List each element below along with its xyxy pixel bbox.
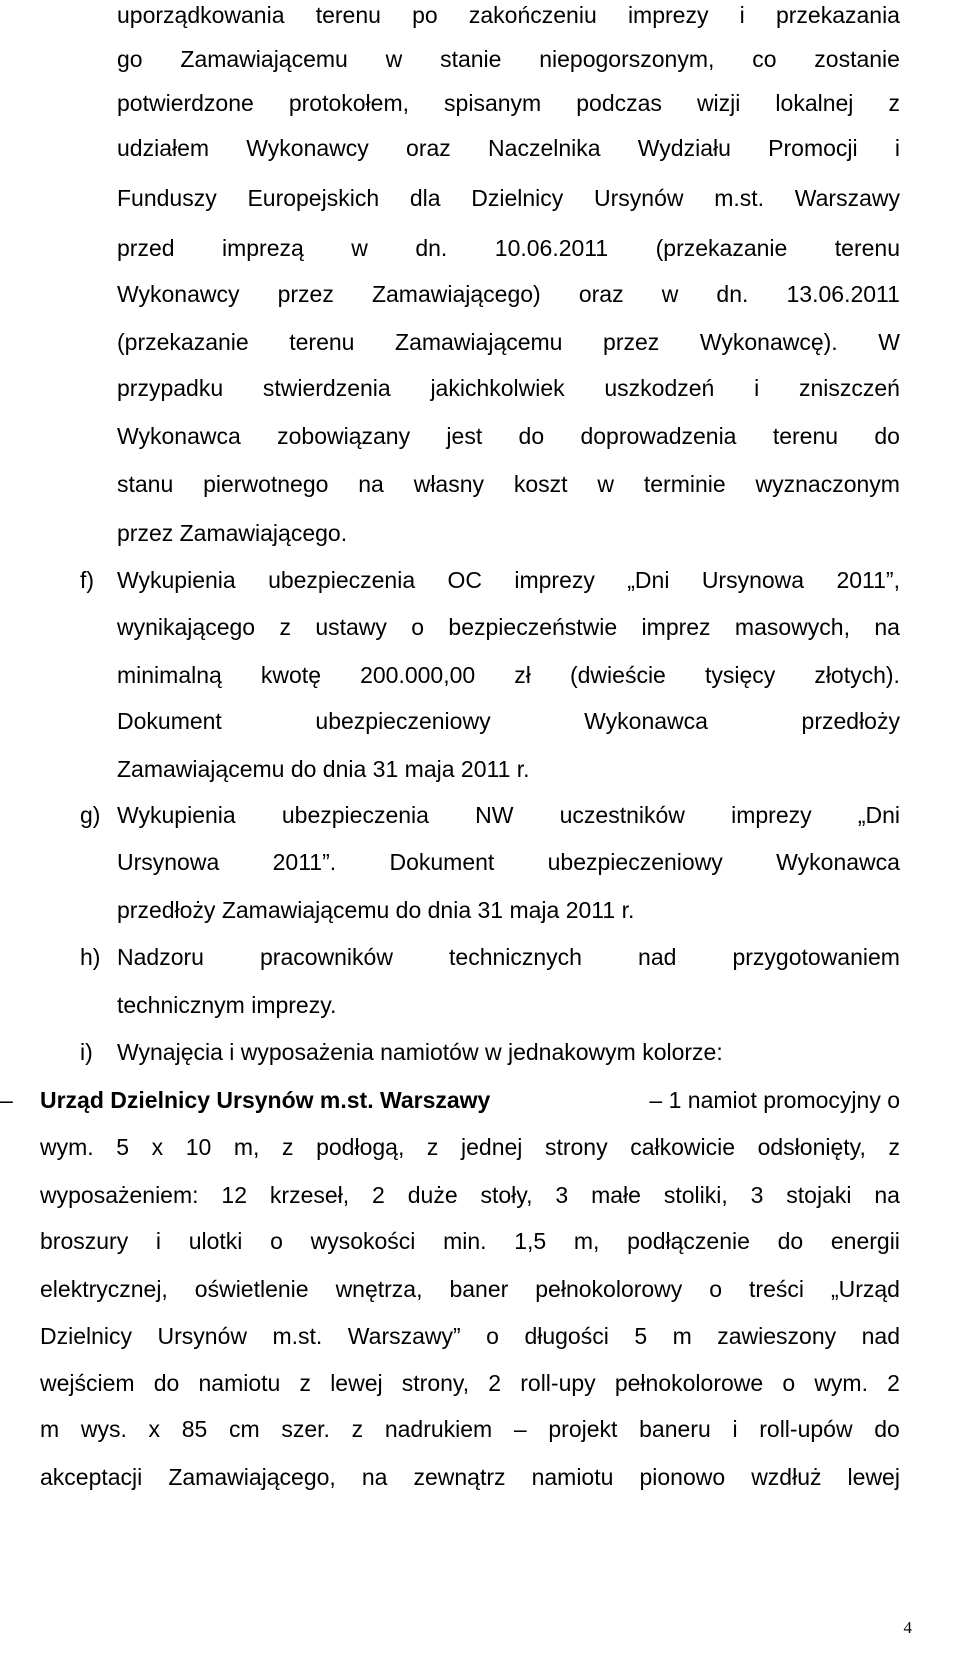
word: –	[513, 1416, 527, 1442]
word: 10	[185, 1134, 212, 1160]
word: cm	[229, 1416, 260, 1442]
paragraph-line	[117, 233, 900, 263]
word: imprezy	[627, 2, 709, 28]
word: minimalną	[117, 662, 222, 688]
word: i	[739, 2, 745, 28]
word: baner	[449, 1276, 509, 1302]
word: wyznaczonym	[755, 471, 900, 497]
word: przygotowaniem	[732, 944, 900, 970]
word: terenu	[315, 2, 381, 28]
word: Dzielnicy	[40, 1323, 133, 1349]
word: pierwotnego	[203, 471, 329, 497]
word: protokołem,	[288, 90, 410, 116]
word: własny	[413, 471, 485, 497]
word: podłogą,	[316, 1134, 405, 1160]
word: ulotki	[188, 1228, 243, 1254]
word: Wykonawcy	[117, 281, 240, 307]
word: 13.06.2011	[786, 281, 900, 307]
word: złotych).	[814, 662, 900, 688]
list-item-line: Wynajęcia i wyposażenia namiotów w jednakowym kolorze:	[117, 1039, 723, 1065]
word: m.st.	[272, 1323, 323, 1349]
word: na	[361, 1464, 388, 1490]
word: wysokości	[310, 1228, 416, 1254]
word: elektrycznej,	[40, 1276, 168, 1302]
word: wym.	[814, 1370, 868, 1396]
word: Dokument	[389, 849, 495, 875]
word: Naczelnika	[488, 135, 601, 161]
dash-bullet: –	[0, 1087, 13, 1113]
word: do	[777, 1228, 804, 1254]
word: o	[486, 1323, 499, 1349]
word: 3	[750, 1182, 764, 1208]
word: wyposażeniem:	[40, 1182, 199, 1208]
word: jednej	[461, 1134, 523, 1160]
list-item-label: h)	[80, 944, 101, 970]
word: pionowo	[639, 1464, 726, 1490]
word: Funduszy	[117, 185, 217, 211]
word: dn.	[415, 235, 448, 261]
word: dla	[409, 185, 441, 211]
word: treści	[749, 1276, 804, 1302]
word: uczestników	[559, 802, 685, 828]
list-item-line	[117, 660, 900, 690]
word: ubezpieczenia	[268, 567, 416, 593]
word: duże	[407, 1182, 458, 1208]
word: Wykonawca	[584, 708, 708, 734]
word: do	[153, 1370, 180, 1396]
word: przez	[277, 281, 334, 307]
word: Wykonawca	[776, 849, 900, 875]
word: „Dni	[627, 567, 670, 593]
word: jakichkolwiek	[430, 375, 565, 401]
word: do	[518, 423, 545, 449]
word: akceptacji	[40, 1464, 143, 1490]
word: roll-upy	[520, 1370, 596, 1396]
word: wys.	[80, 1416, 127, 1442]
paragraph-line	[117, 0, 900, 30]
word: Wykupienia	[117, 802, 236, 828]
word: wzdłuż	[751, 1464, 822, 1490]
word: małe	[591, 1182, 641, 1208]
word: pełnokolorowe	[614, 1370, 764, 1396]
word: imprezą	[222, 235, 304, 261]
word: 2011”,	[836, 567, 900, 593]
word: (przekazanie	[117, 329, 249, 355]
paragraph-line	[40, 1180, 900, 1210]
word: wejściem	[40, 1370, 135, 1396]
list-item-line: Zamawiającemu do dnia 31 maja 2011 r.	[117, 756, 530, 782]
word: podczas	[576, 90, 662, 116]
word: 10.06.2011	[494, 235, 609, 261]
word: Wydziału	[637, 135, 731, 161]
list-item-line	[117, 706, 900, 736]
word: podłączenie	[627, 1228, 750, 1254]
word: Ursynowa	[117, 849, 220, 875]
word: 5	[634, 1323, 648, 1349]
word: oświetlenie	[194, 1276, 309, 1302]
paragraph-line	[117, 88, 900, 118]
word: potwierdzone	[117, 90, 254, 116]
word: m	[672, 1323, 692, 1349]
word: ubezpieczeniowy	[547, 849, 723, 875]
word: Ursynów	[157, 1323, 247, 1349]
word: przekazania	[775, 2, 900, 28]
paragraph-line: przez Zamawiającego.	[117, 520, 348, 546]
word: energii	[830, 1228, 900, 1254]
word: stanu	[117, 471, 174, 497]
word: uporządkowania	[117, 2, 285, 28]
word: Zamawiającemu	[395, 329, 563, 355]
word: terminie	[643, 471, 726, 497]
list-item-line: technicznym imprezy.	[117, 992, 337, 1018]
word: 2	[488, 1370, 502, 1396]
word: w	[385, 46, 403, 72]
word: imprezy	[731, 802, 812, 828]
word: Warszawy	[794, 185, 900, 211]
word: z	[282, 1134, 294, 1160]
paragraph-line	[117, 327, 900, 357]
list-item-line	[117, 800, 900, 830]
word: Nadzoru	[117, 944, 204, 970]
word: przed	[117, 235, 175, 261]
word: 5	[116, 1134, 130, 1160]
word: o	[411, 614, 425, 640]
list-item-line	[117, 565, 900, 595]
word: i	[754, 375, 760, 401]
word: oraz	[578, 281, 624, 307]
word: projekt	[548, 1416, 618, 1442]
word: wynikającego	[117, 614, 256, 640]
word: zakończeniu	[468, 2, 597, 28]
word: nadrukiem	[384, 1416, 493, 1442]
word: nad	[638, 944, 677, 970]
word: roll-upów	[759, 1416, 853, 1442]
word: odsłonięty,	[757, 1134, 866, 1160]
word: i	[155, 1228, 162, 1254]
paragraph-line	[40, 1462, 900, 1492]
paragraph-line	[40, 1274, 900, 1304]
word: zł	[514, 662, 531, 688]
word: zostanie	[814, 46, 900, 72]
word: terenu	[834, 235, 900, 261]
word: namiotu	[198, 1370, 281, 1396]
paragraph-line	[117, 133, 900, 163]
tent-first-line-rest: – 1 namiot promocyjny o	[643, 1087, 900, 1113]
word: W	[878, 329, 900, 355]
word: doprowadzenia	[580, 423, 737, 449]
word: do	[874, 1416, 900, 1442]
word: Ursynów	[594, 185, 684, 211]
word: imprez	[641, 614, 711, 640]
word: szer.	[281, 1416, 330, 1442]
word: baneru	[639, 1416, 711, 1442]
word: terenu	[772, 423, 839, 449]
word: z	[888, 90, 900, 116]
word: na	[874, 614, 900, 640]
word: kwotę	[260, 662, 321, 688]
word: x	[148, 1416, 161, 1442]
word: stanie	[440, 46, 502, 72]
word: o	[270, 1228, 283, 1254]
word: i	[894, 135, 900, 161]
word: Wykonawcę).	[699, 329, 838, 355]
word: o	[709, 1276, 723, 1302]
word: na	[358, 471, 384, 497]
word: na	[874, 1182, 900, 1208]
word: 2	[887, 1370, 900, 1396]
word: o	[782, 1370, 796, 1396]
word: przypadku	[117, 375, 224, 401]
list-item-line	[117, 942, 900, 972]
word: go	[117, 46, 143, 72]
word: min.	[443, 1228, 487, 1254]
word: lokalnej	[775, 90, 854, 116]
word: ustawy	[315, 614, 387, 640]
word: Dzielnicy	[471, 185, 564, 211]
list-item-label: f)	[80, 567, 95, 593]
word: nad	[861, 1323, 900, 1349]
word: krzeseł,	[269, 1182, 350, 1208]
paragraph-line	[40, 1368, 900, 1398]
word: terenu	[289, 329, 355, 355]
word: namiotu	[531, 1464, 614, 1490]
paragraph-line	[117, 421, 900, 451]
word: stojaki	[786, 1182, 852, 1208]
word: stoliki,	[663, 1182, 728, 1208]
word: do	[874, 423, 900, 449]
word: ubezpieczenia	[281, 802, 429, 828]
word: bezpieczeństwie	[448, 614, 618, 640]
word: strony	[544, 1134, 608, 1160]
word: koszt	[513, 471, 568, 497]
word: długości	[524, 1323, 609, 1349]
word: Zamawiającego)	[371, 281, 541, 307]
word: niepogorszonym,	[539, 46, 715, 72]
word: OC	[447, 567, 482, 593]
word: strony,	[401, 1370, 470, 1396]
word: po	[412, 2, 438, 28]
word: tysięcy	[704, 662, 776, 688]
word: (przekazanie	[655, 235, 788, 261]
word: Dokument	[117, 708, 222, 734]
word: stwierdzenia	[262, 375, 391, 401]
word: jest	[446, 423, 483, 449]
word: 3	[555, 1182, 569, 1208]
list-item-line: przedłoży Zamawiającemu do dnia 31 maja 2011 r.	[117, 897, 635, 923]
word: 2011”.	[272, 849, 337, 875]
word: ubezpieczeniowy	[315, 708, 491, 734]
word: Promocji	[768, 135, 858, 161]
paragraph-line	[40, 1226, 900, 1256]
page-number: 4	[903, 1618, 912, 1637]
word: z	[299, 1370, 312, 1396]
list-item-line	[117, 847, 900, 877]
word: 85	[181, 1416, 208, 1442]
paragraph-line	[117, 469, 900, 499]
word: zawieszony	[717, 1323, 837, 1349]
word: co	[752, 46, 777, 72]
list-item-label: g)	[80, 802, 101, 828]
word: zniszczeń	[798, 375, 900, 401]
word: zewnątrz	[413, 1464, 506, 1490]
word: stoły,	[480, 1182, 533, 1208]
word: w	[351, 235, 368, 261]
word: całkowicie	[630, 1134, 736, 1160]
word: pracowników	[260, 944, 393, 970]
word: m.st.	[714, 185, 765, 211]
word: wizji	[696, 90, 741, 116]
word: technicznych	[449, 944, 582, 970]
paragraph-line	[40, 1414, 900, 1444]
word: lewej	[330, 1370, 383, 1396]
word: m,	[233, 1134, 260, 1160]
word: Ursynowa	[701, 567, 805, 593]
word: „Dni	[857, 802, 900, 828]
word: masowych,	[734, 614, 850, 640]
word: Europejskich	[247, 185, 380, 211]
word: NW	[475, 802, 514, 828]
word: Zamawiającego,	[168, 1464, 336, 1490]
word: z	[279, 614, 291, 640]
word: dn.	[716, 281, 749, 307]
word: „Urząd	[830, 1276, 900, 1302]
word: Wykonawca	[117, 423, 241, 449]
word: w	[661, 281, 679, 307]
list-item-label: i)	[80, 1039, 93, 1065]
word: m,	[573, 1228, 600, 1254]
word: broszury	[40, 1228, 129, 1254]
word: spisanym	[444, 90, 542, 116]
word: pełnokolorowy	[535, 1276, 683, 1302]
tent-first-line	[40, 1085, 900, 1115]
paragraph-line	[117, 44, 900, 74]
word: x	[151, 1134, 164, 1160]
word: Zamawiającemu	[180, 46, 348, 72]
word: w	[597, 471, 615, 497]
word: (dwieście	[569, 662, 666, 688]
list-item-line	[117, 612, 900, 642]
paragraph-line	[117, 279, 900, 309]
tent-title: Urząd Dzielnicy Ursynów m.st. Warszawy	[40, 1087, 491, 1113]
word: 12	[221, 1182, 248, 1208]
word: Wykonawcy	[246, 135, 369, 161]
word: zobowiązany	[277, 423, 411, 449]
word: przedłoży	[801, 708, 900, 734]
word: udziałem	[117, 135, 210, 161]
word: 2	[372, 1182, 385, 1208]
word: 1,5	[514, 1228, 547, 1254]
paragraph-line	[117, 183, 900, 213]
word: m	[40, 1416, 60, 1442]
word: z	[426, 1134, 439, 1160]
word: uszkodzeń	[604, 375, 715, 401]
word: Warszawy”	[347, 1323, 461, 1349]
paragraph-line	[117, 373, 900, 403]
word: z	[888, 1134, 900, 1160]
paragraph-line	[40, 1321, 900, 1351]
word: imprezy	[514, 567, 595, 593]
word: Wykupienia	[117, 567, 236, 593]
paragraph-line	[40, 1132, 900, 1162]
word: i	[732, 1416, 738, 1442]
word: przez	[603, 329, 660, 355]
word: lewej	[847, 1464, 900, 1490]
word: oraz	[406, 135, 451, 161]
word: wnętrza,	[335, 1276, 423, 1302]
word: z	[351, 1416, 364, 1442]
word: 200.000,00	[360, 662, 476, 688]
word: wym.	[40, 1134, 94, 1160]
